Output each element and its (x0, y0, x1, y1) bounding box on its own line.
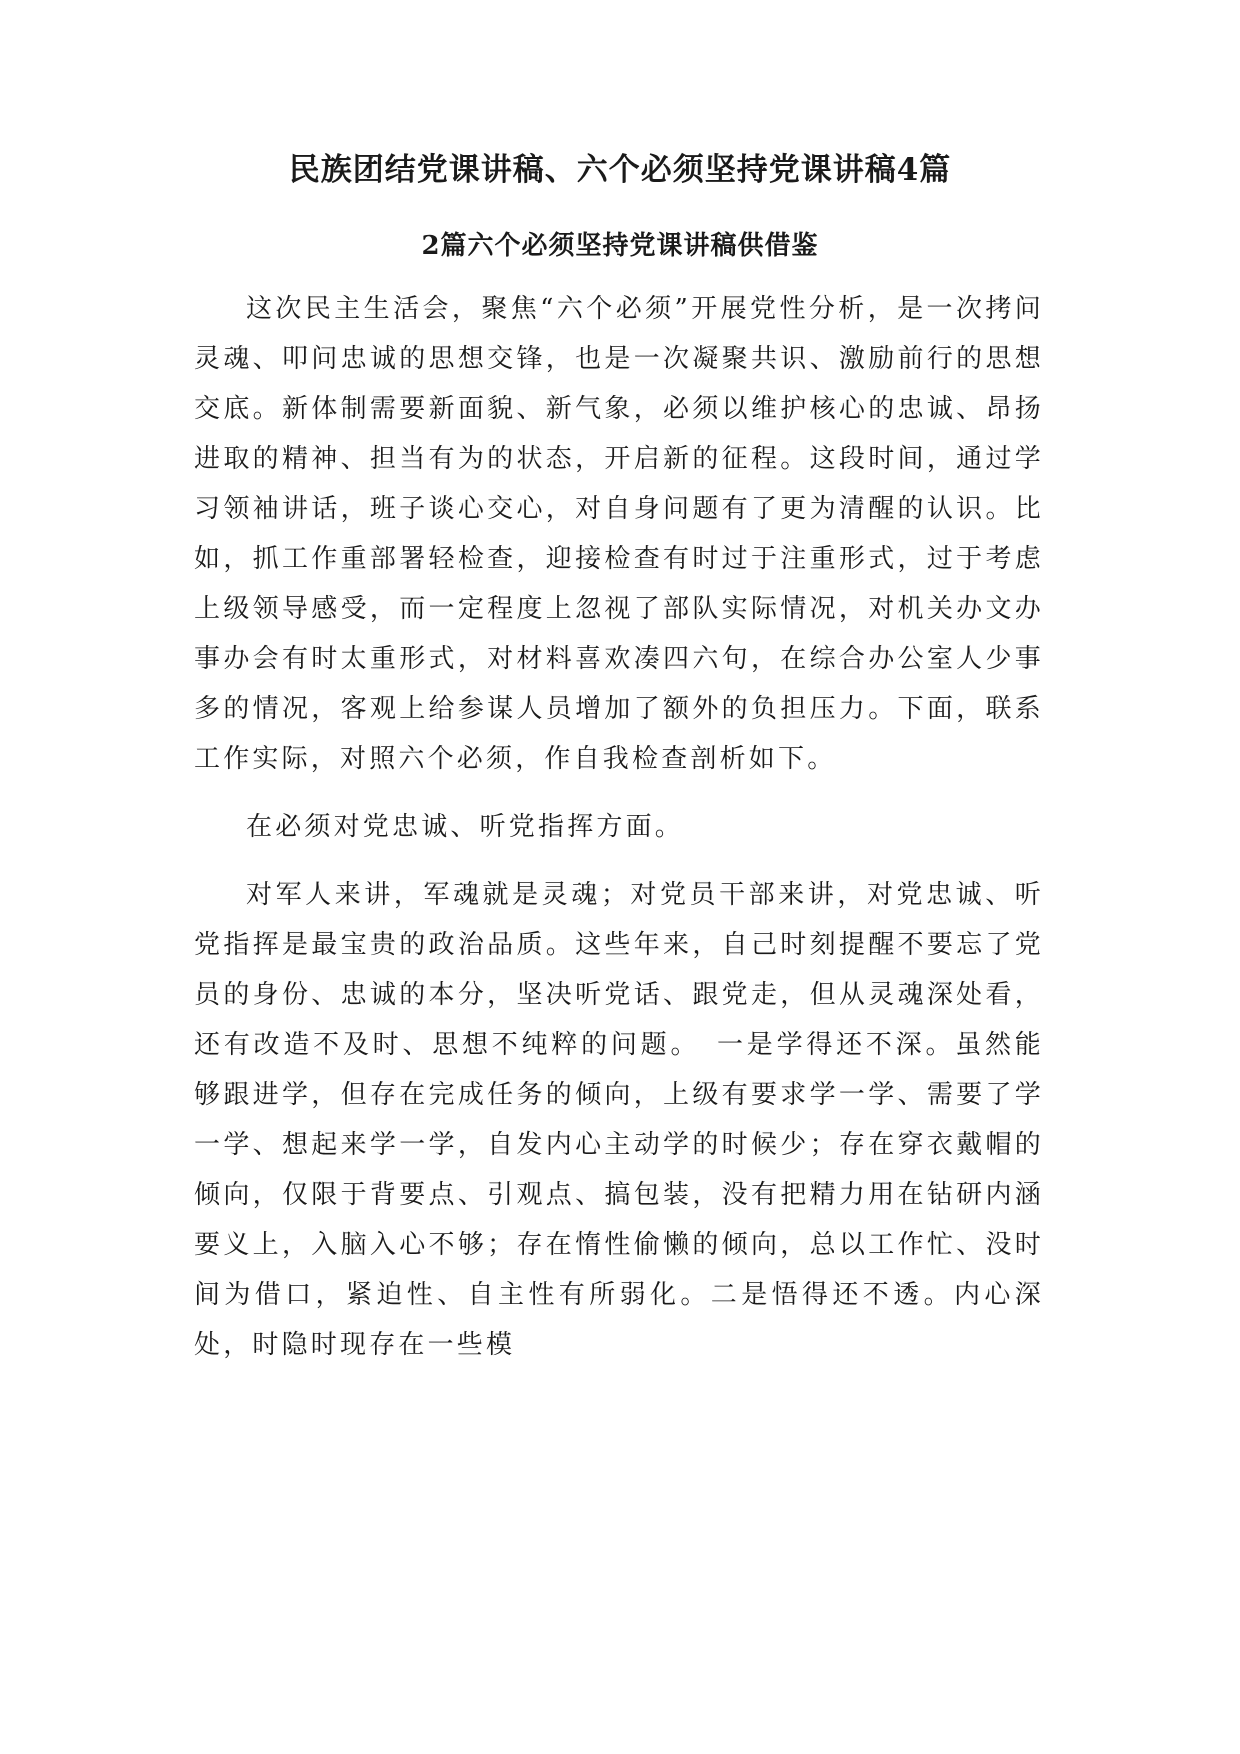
paragraph-intro: 这次民主生活会，聚焦“六个必须”开展党性分析，是一次拷问灵魂、叩问忠诚的思想交锋，也是一次凝聚共识、激励前行的思想交底。新体制需要新面貌、新气象，必须以维护核心的忠诚、昂扬进取的精神、担当有为的状态，开启新的征程。这段时间，通过学习领袖讲话，班子谈心交心，对自身问题有了更为清醒的认识。比如，抓工作重部署轻检查，迎接检查有时过于注重形式，过于考虑上级领导感受，而一定程度上忽视了部队实际情况，对机关办文办事办会有时太重形式，对材料喜欢凑四六句，在综合办公室人少事多的情况，客观上给参谋人员增加了额外的负担压力。下面，联系工作实际，对照六个必须，作自我检查剖析如下。 (194, 294, 1044, 774)
document-subtitle: 2篇六个必须坚持党课讲稿供借鉴 (421, 231, 819, 261)
document-body (194, 284, 1044, 1370)
paragraph-loyalty: 对军人来讲，军魂就是灵魂；对党员干部来讲，对党忠诚、听党指挥是最宝贵的政治品质。这些年来，自己时刻提醒不要忘了党员的身份、忠诚的本分，坚决听党话、跟党走，但从灵魂深处看，还有改造不及时、思想不纯粹的问题。 一是学得还不深。虽然能够跟进学，但存在完成任务的倾向，上级有要求学一学、需要了学一学、想起来学一学，自发内心主动学的时候少；存在穿衣戴帽的倾向，仅限于背要点、引观点、搞包装，没有把精力用在钻研内涵要义上，入脑入心不够；存在惰性偷懒的倾向，总以工作忙、没时间为借口，紧迫性、自主性有所弱化。二是悟得还不透。内心深处，时隐时现存在一些模 (194, 880, 1044, 1360)
paragraph-section-heading: 在必须对党忠诚、听党指挥方面。 (246, 812, 685, 842)
document-title: 民族团结党课讲稿、六个必须坚持党课讲稿4篇 (288, 152, 952, 188)
